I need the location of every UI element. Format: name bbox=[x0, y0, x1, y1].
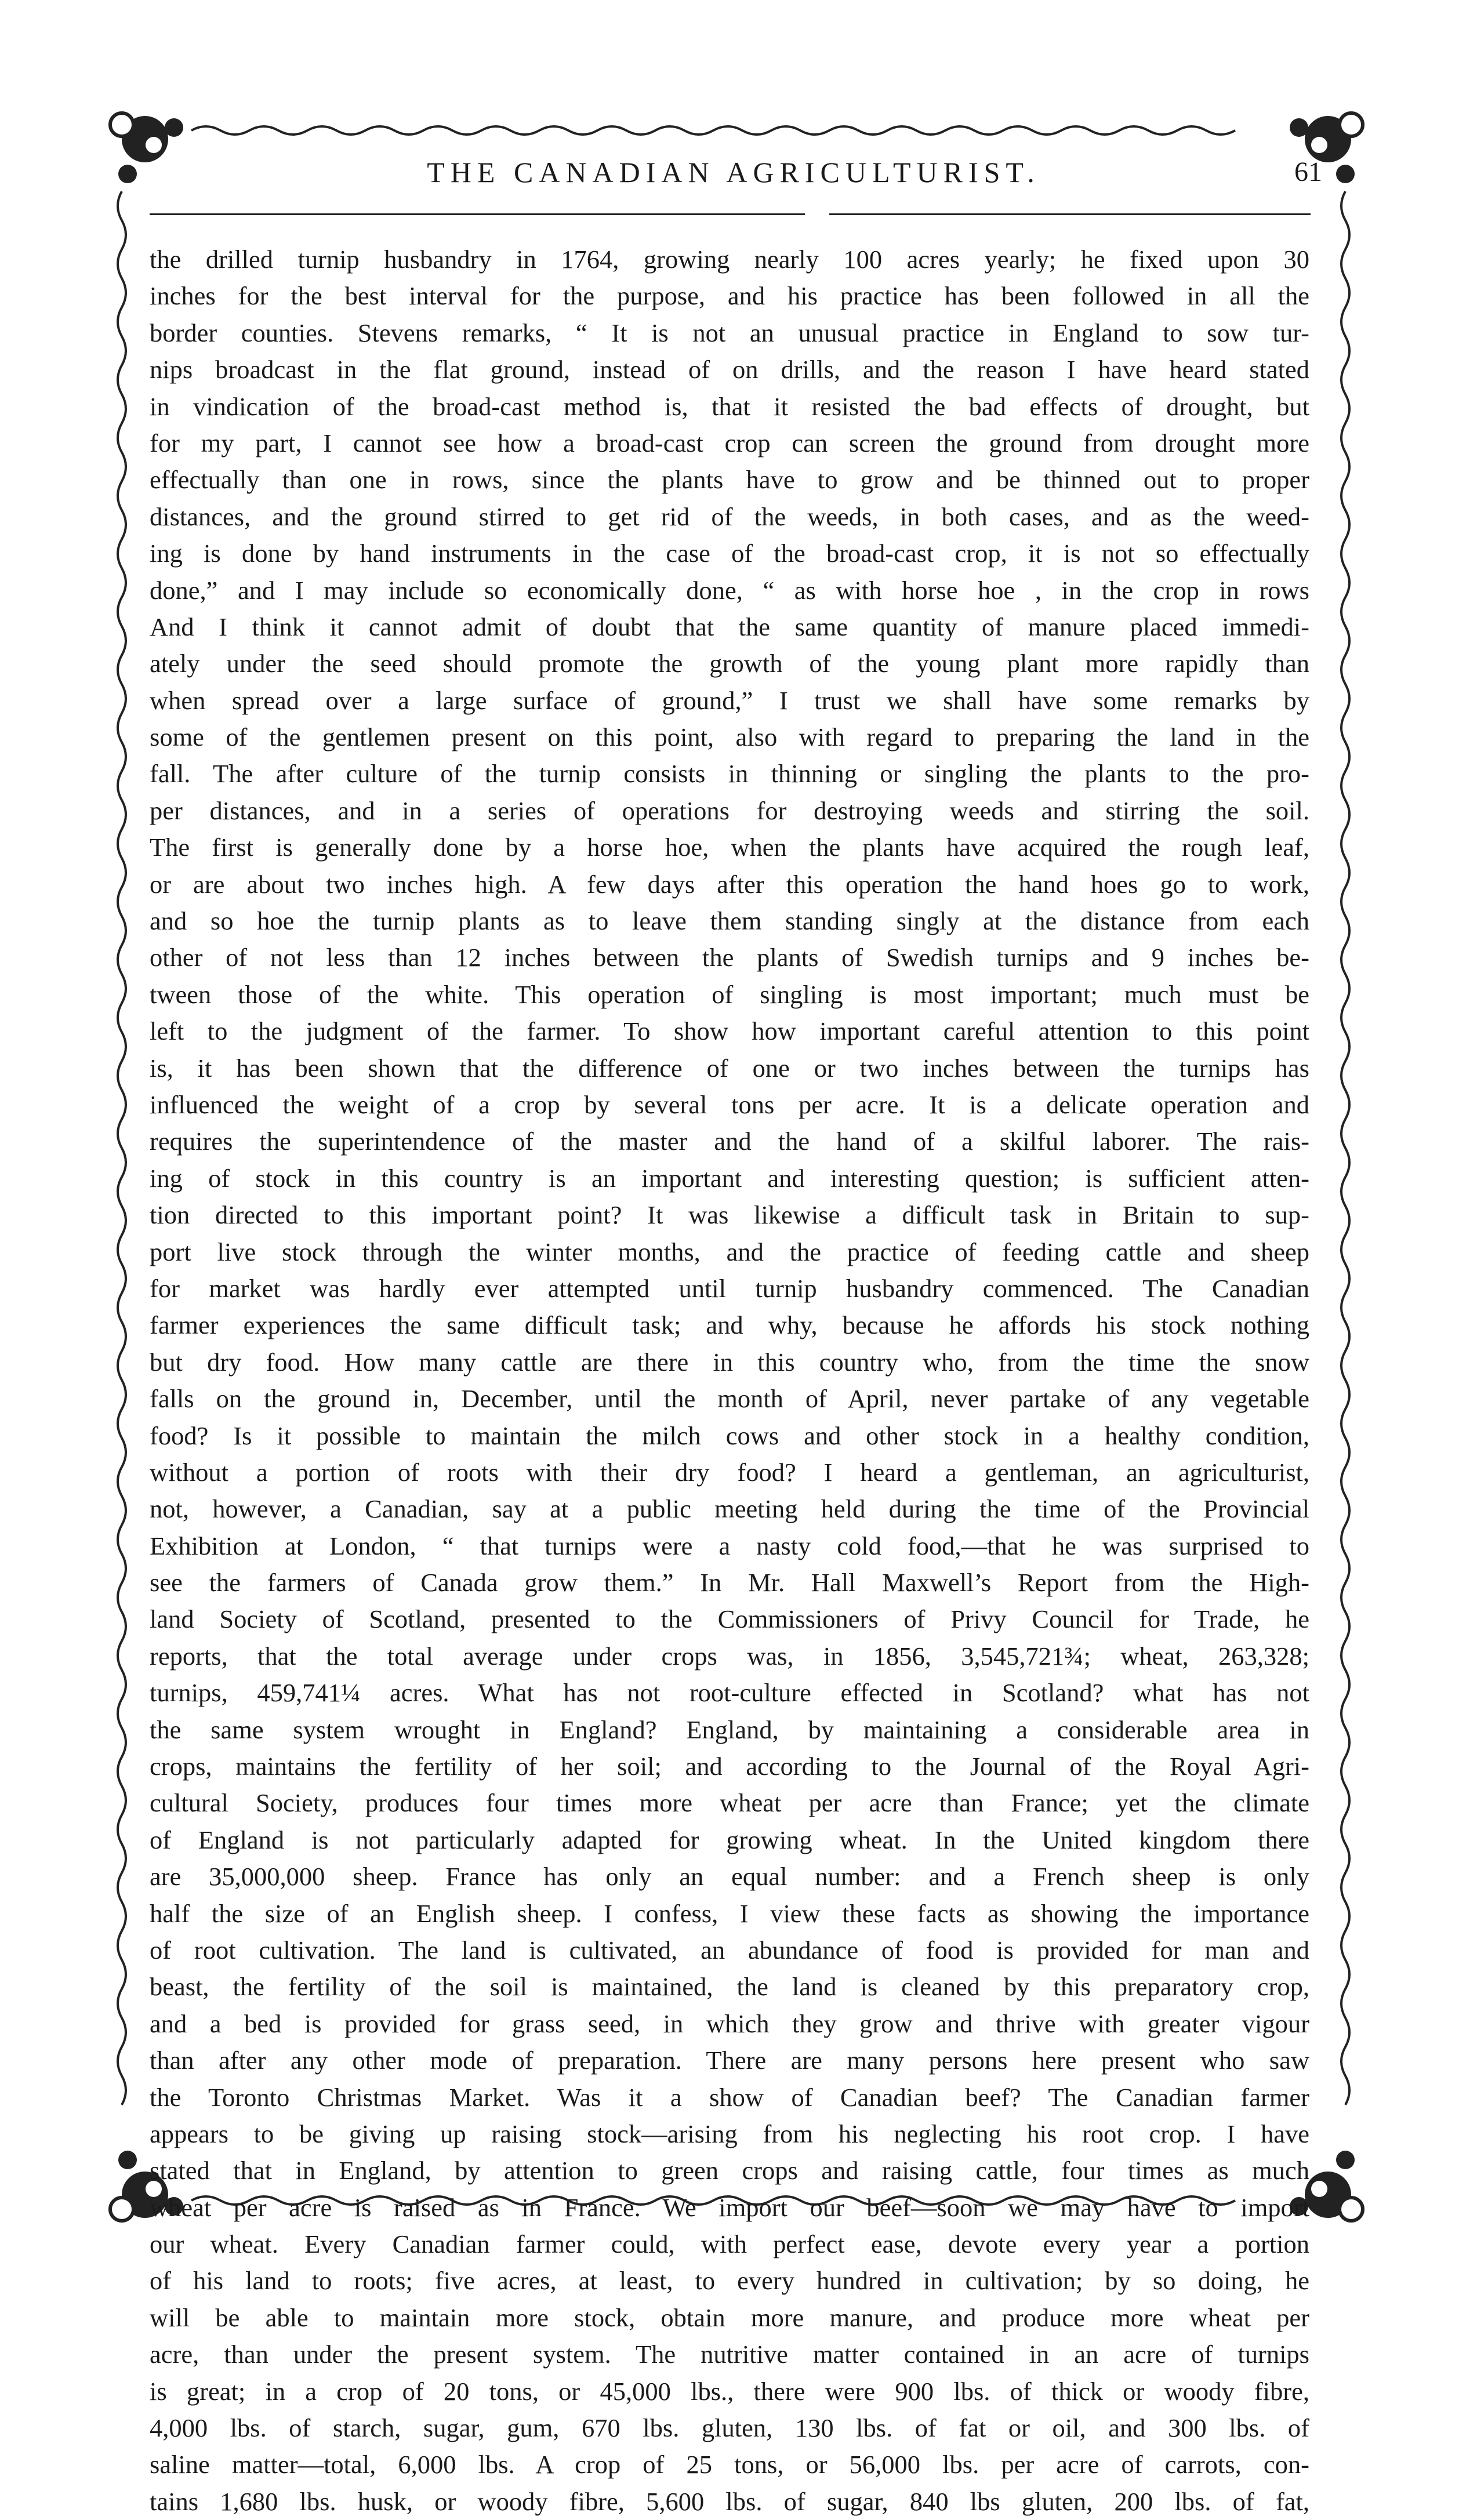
body-line: farmer experiences the same difficult task; and why, because he affords his stock nothing bbox=[150, 1310, 1309, 1340]
running-title: THE CANADIAN AGRICULTURIST. bbox=[427, 156, 1040, 188]
body-line: tion directed to this important point? It was likewise a difficult task in Britain to sup- bbox=[150, 1200, 1309, 1230]
body-line: turnips, 459,741¼ acres. What has not root-culture effected in Scotland? what has not bbox=[150, 1678, 1309, 1708]
body-line: tween those of the white. This operation of singling is most important; much must be bbox=[150, 979, 1309, 1009]
body-line: other of not less than 12 inches between the plants of Swedish turnips and 9 inches be- bbox=[150, 943, 1309, 972]
article-body bbox=[150, 241, 1309, 2520]
body-line: but dry food. How many cattle are there in this country who, from the time the snow bbox=[150, 1347, 1309, 1377]
body-line: half the size of an English sheep. I confess, I view these facts as showing the importance bbox=[150, 1898, 1309, 1928]
body-line: for market was hardly ever attempted until turnip husbandry commenced. The Canadian bbox=[150, 1273, 1309, 1303]
body-line: the drilled turnip husbandry in 1764, growing nearly 100 acres yearly; he fixed upon 30 bbox=[150, 245, 1309, 274]
body-line: are 35,000,000 sheep. France has only an equal number: and a French sheep is only bbox=[150, 1862, 1309, 1891]
body-line: some of the gentlemen present on this point, also with regard to preparing the land in the bbox=[150, 722, 1309, 752]
body-line: reports, that the total average under crops was, in 1856, 3,545,721¾; wheat, 263,328; bbox=[150, 1641, 1309, 1671]
body-line: The first is generally done by a horse hoe, when the plants have acquired the rough leaf, bbox=[150, 833, 1309, 862]
page-number: 61 bbox=[1294, 157, 1322, 187]
body-line: without a portion of roots with their dry food? I heard a gentleman, an agriculturist, bbox=[150, 1457, 1309, 1487]
body-line: done,” and I may include so economically done, “ as with horse hoe , in the crop in rows bbox=[150, 575, 1309, 605]
body-line: left to the judgment of the farmer. To show how important careful attention to this point bbox=[150, 1016, 1309, 1046]
body-line: and a bed is provided for grass seed, in which they grow and thrive with greater vigour bbox=[150, 2009, 1309, 2038]
body-line: tains 1,680 lbs. husk, or woody fibre, 5,600 lbs. of sugar, 840 lbs gluten, 200 lbs. of fat, bbox=[150, 2486, 1309, 2516]
body-line: is, it has been shown that the difference of one or two inches between the turnips has bbox=[150, 1053, 1309, 1083]
body-line: crops, maintains the fertility of her soil; and according to the Journal of the Royal Agri- bbox=[150, 1752, 1309, 1781]
body-line: appears to be giving up raising stock—arising from his neglecting his root crop. I have bbox=[150, 2119, 1309, 2148]
right-wavy-rule bbox=[1341, 191, 1349, 2105]
body-line: wheat per acre is raised as in France. We import our beef—soon we may have to import bbox=[150, 2192, 1309, 2222]
body-line: see the farmers of Canada grow them.” In Mr. Hall Maxwell’s Report from the High- bbox=[150, 1568, 1309, 1597]
body-line: distances, and the ground stirred to get rid of the weeds, in both cases, and as the weed- bbox=[150, 502, 1309, 531]
body-line: in vindication of the broad-cast method is, that it resisted the bad effects of drought, but bbox=[150, 391, 1309, 421]
body-line: cultural Society, produces four times more wheat per acre than France; yet the climate bbox=[150, 1788, 1309, 1818]
top-wavy-rule bbox=[191, 126, 1235, 135]
body-line: nips broadcast in the flat ground, instead of on drills, and the reason I have heard stated bbox=[150, 355, 1309, 384]
header-rule-right bbox=[829, 213, 1311, 215]
body-line: port live stock through the winter months, and the practice of feeding cattle and sheep bbox=[150, 1237, 1309, 1266]
body-line: influenced the weight of a crop by several tons per acre. It is a delicate operation and bbox=[150, 1090, 1309, 1119]
body-line: of his land to roots; five acres, at least, to every hundred in cultivation; by so doing, he bbox=[150, 2266, 1309, 2296]
body-line: beast, the fertility of the soil is maintained, the land is cleaned by this preparatory crop, bbox=[150, 1972, 1309, 2002]
body-line: inches for the best interval for the purpose, and his practice has been followed in all the bbox=[150, 281, 1309, 311]
body-line: is great; in a crop of 20 tons, or 45,000 lbs., there were 900 lbs. of thick or woody fibre, bbox=[150, 2376, 1309, 2406]
body-line: effectually than one in rows, since the plants have to grow and be thinned out to proper bbox=[150, 465, 1309, 495]
body-line: falls on the ground in, December, until the month of April, never partake of any vegetable bbox=[150, 1384, 1309, 1414]
body-line: land Society of Scotland, presented to the Commissioners of Privy Council for Trade, he bbox=[150, 1604, 1309, 1634]
body-line: food? Is it possible to maintain the milch cows and other stock in a healthy condition, bbox=[150, 1421, 1309, 1450]
body-line: fall. The after culture of the turnip consists in thinning or singling the plants to the pro- bbox=[150, 759, 1309, 789]
body-line: And I think it cannot admit of doubt that the same quantity of manure placed immedi- bbox=[150, 612, 1309, 641]
body-line: of root cultivation. The land is cultivated, an abundance of food is provided for man and bbox=[150, 1935, 1309, 1965]
body-line: when spread over a large surface of ground,” I trust we shall have some remarks by bbox=[150, 685, 1309, 715]
body-line: or are about two inches high. A few days after this operation the hand hoes go to work, bbox=[150, 869, 1309, 899]
page-header bbox=[145, 152, 1322, 198]
body-line: acre, than under the present system. The nutritive matter contained in an acre of turnips bbox=[150, 2340, 1309, 2369]
body-line: ing is done by hand instruments in the case of the broad-cast crop, it is not so effectually bbox=[150, 539, 1309, 568]
body-line: the Toronto Christmas Market. Was it a show of Canadian beef? The Canadian farmer bbox=[150, 2082, 1309, 2112]
body-line: border counties. Stevens remarks, “ It is not an unusual practice in England to sow tur- bbox=[150, 318, 1309, 347]
body-line: for my part, I cannot see how a broad-cast crop can screen the ground from drought more bbox=[150, 428, 1309, 457]
body-line: our wheat. Every Canadian farmer could, with perfect ease, devote every year a portion bbox=[150, 2229, 1309, 2259]
body-line: and so hoe the turnip plants as to leave them standing singly at the distance from each bbox=[150, 906, 1309, 936]
body-line: will be able to maintain more stock, obtain more manure, and produce more wheat per bbox=[150, 2303, 1309, 2332]
body-line: requires the superintendence of the master and the hand of a skilful laborer. The rais- bbox=[150, 1127, 1309, 1156]
body-line: ing of stock in this country is an important and interesting question; is sufficient atten- bbox=[150, 1163, 1309, 1193]
body-line: not, however, a Canadian, say at a public meeting held during the time of the Provincial bbox=[150, 1494, 1309, 1524]
body-line: 4,000 lbs. of starch, sugar, gum, 670 lbs. gluten, 130 lbs. of fat or oil, and 300 lbs. of bbox=[150, 2413, 1309, 2443]
body-line: Exhibition at London, “ that turnips were a nasty cold food,—that he was surprised to bbox=[150, 1531, 1309, 1560]
body-line: saline matter—total, 6,000 lbs. A crop of 25 tons, or 56,000 lbs. per acre of carrots, con- bbox=[150, 2450, 1309, 2479]
body-line: per distances, and in a series of operations for destroying weeds and stirring the soil. bbox=[150, 796, 1309, 825]
body-line: ately under the seed should promote the growth of the young plant more rapidly than bbox=[150, 649, 1309, 678]
left-wavy-rule bbox=[118, 191, 126, 2105]
body-line: than after any other mode of preparation. There are many persons here present who saw bbox=[150, 2046, 1309, 2075]
body-line: the same system wrought in England? England, by maintaining a considerable area in bbox=[150, 1715, 1309, 1744]
body-line: stated that in England, by attention to green crops and raising cattle, four times as much bbox=[150, 2156, 1309, 2185]
header-rule-left bbox=[150, 213, 805, 215]
body-line: of England is not particularly adapted for growing wheat. In the United kingdom there bbox=[150, 1825, 1309, 1854]
